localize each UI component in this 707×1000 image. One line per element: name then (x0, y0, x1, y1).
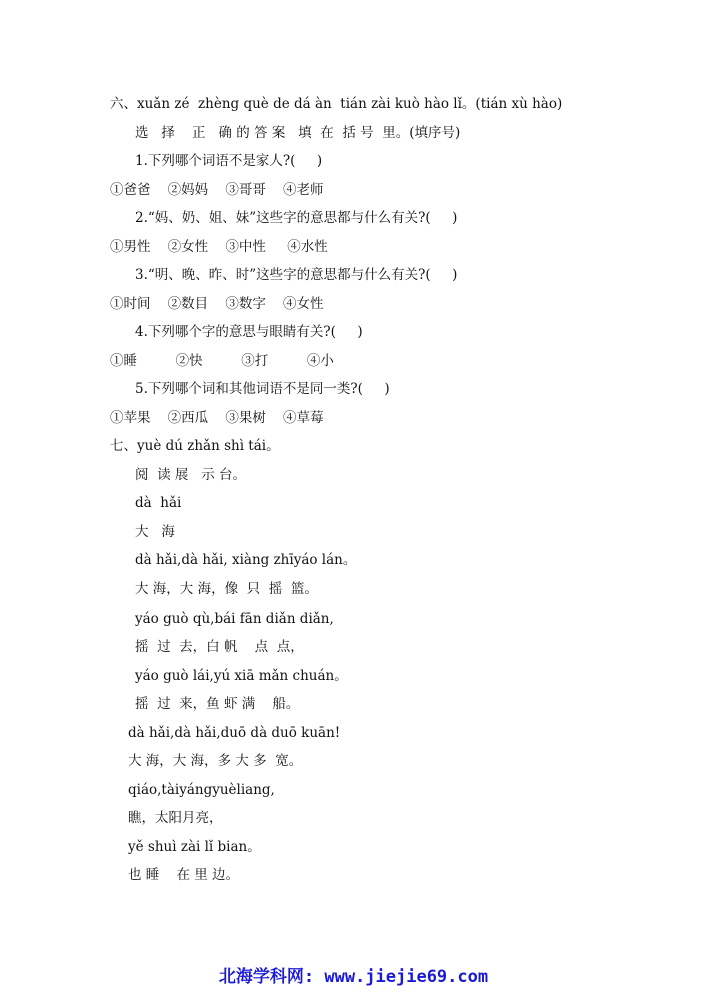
question-3-options: ①时间 ②数目 ③数字 ④女性 (110, 296, 324, 312)
question-3: 3.“明、晚、昨、时”这些字的意思都与什么有关?( ) (135, 267, 458, 283)
question-2-options: ①男性 ②女性 ③中性 ④水性 (110, 239, 328, 255)
footer-site-link[interactable]: 北海学科网: www.jiejie69.com (218, 967, 489, 987)
question-5-options: ①苹果 ②西瓜 ③果树 ④草莓 (110, 410, 324, 426)
poem-line: 也 睡 在 里 边。 (128, 867, 240, 883)
poem-line: 摇 过 来，鱼 虾 满 船。 (135, 696, 300, 712)
section-7-heading-pinyin: 七、yuè dú zhǎn shì tái。 (110, 438, 280, 454)
poem-line: 大 海 (135, 524, 175, 540)
poem-line: dà hǎi,dà hǎi,duō dà duō kuān! (128, 725, 341, 741)
poem-line: 大 海，大 海，像 只 摇 篮。 (135, 581, 318, 597)
question-5: 5.下列哪个词和其他词语不是同一类?( ) (135, 381, 390, 397)
question-4: 4.下列哪个字的意思与眼睛有关?( ) (135, 324, 363, 340)
question-2: 2.“妈、奶、姐、妹”这些字的意思都与什么有关?( ) (135, 210, 458, 226)
question-4-options: ①睡 ②快 ③打 ④小 (110, 353, 334, 369)
poem-line: qiáo,tàiyángyuèliang, (128, 782, 275, 798)
poem-line: 大 海，大 海，多 大 多 宽。 (128, 753, 303, 769)
poem-line: yáo guò lái,yú xiā mǎn chuán。 (135, 668, 348, 684)
poem-line: yě shuì zài lǐ bian。 (128, 839, 261, 855)
poem-line: yáo guò qù,bái fān diǎn diǎn, (135, 611, 334, 627)
section-7-heading-hanzi: 阅 读 展 示 台。 (135, 467, 247, 483)
section-6-heading-pinyin: 六、xuǎn zé zhèng què de dá àn tián zài kuò hào lǐ。(tián xù hào) (110, 96, 563, 112)
section-6-heading-hanzi: 选 择 正 确 的 答 案 填 在 括 号 里。(填序号) (135, 125, 461, 141)
poem-line: 摇 过 去，白 帆 点 点， (135, 639, 304, 655)
poem-line: dà hǎi,dà hǎi, xiàng zhīyáo lán。 (135, 552, 357, 568)
poem-line: 瞧，太阳月亮， (128, 810, 223, 826)
question-1: 1.下列哪个词语不是家人?( ) (135, 153, 323, 169)
poem-line: dà hǎi (135, 495, 182, 511)
question-1-options: ①爸爸 ②妈妈 ③哥哥 ④老师 (110, 182, 324, 198)
